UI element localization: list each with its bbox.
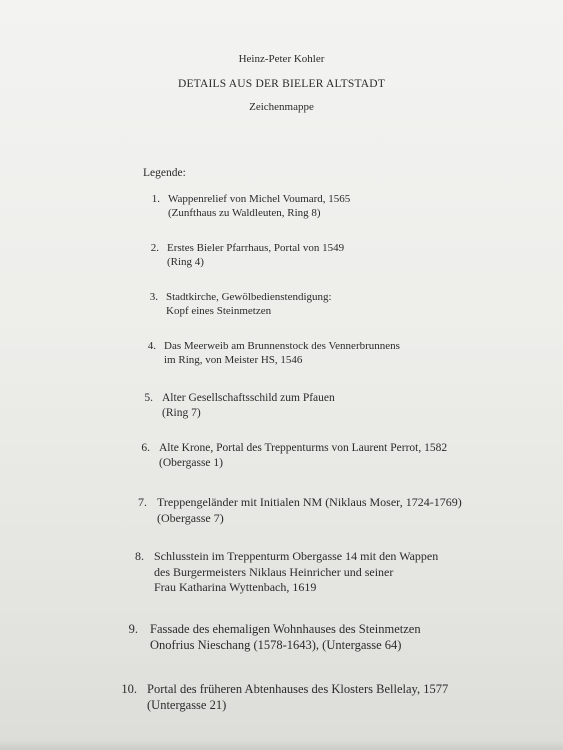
legend-item-line: Portal des früheren Abtenhauses des Klosters Bellelay, 1577 <box>147 682 449 696</box>
legend-item-number: 8. <box>135 549 144 563</box>
legend-item-line: Schlusstein im Treppenturm Obergasse 14 mit den Wappen <box>154 549 439 563</box>
legend-item-line: (Ring 7) <box>162 407 201 419</box>
legend-item-6 <box>141 441 448 471</box>
legend-item-number: 9. <box>128 622 138 636</box>
legend-heading: Legende: <box>143 167 186 179</box>
document-subtitle: Zeichenmappe <box>249 101 314 113</box>
legend-item-line: (Untergasse 21) <box>147 698 227 712</box>
legend-item-number: 10. <box>121 682 137 696</box>
document-title: DETAILS AUS DER BIELER ALTSTADT <box>177 78 386 90</box>
legend-item-line: Kopf eines Steinmetzen <box>166 305 272 317</box>
legend-item-line: (Zunfthaus zu Waldleuten, Ring 8) <box>168 207 321 219</box>
legend-item-line: im Ring, von Meister HS, 1546 <box>164 354 303 366</box>
legend-item-line: Treppengeländer mit Initialen NM (Niklaus Moser, 1724-1769) <box>157 495 462 509</box>
legend-item-line: Erstes Bieler Pfarrhaus, Portal von 1549 <box>167 242 345 254</box>
legend-item-number: 4. <box>147 340 156 352</box>
legend-item-line: Das Meerweib am Brunnenstock des Vennerbrunnens <box>164 340 400 352</box>
legend-item-line: (Obergasse 1) <box>159 457 223 469</box>
legend-item-2 <box>150 241 345 269</box>
legend-item-line: Stadtkirche, Gewölbedienstendigung: <box>166 291 332 303</box>
legend-item-line: Fassade des ehemaligen Wohnhauses des Steinmetzen <box>150 622 421 636</box>
legend-item-line: des Burgermeisters Niklaus Heinricher und seiner <box>154 564 394 579</box>
legend-item-line: Alter Gesellschaftsschild zum Pfauen <box>162 392 335 404</box>
legend-item-line: (Ring 4) <box>167 256 204 268</box>
legend-item-1 <box>151 192 351 220</box>
author-name: Heinz-Peter Kohler <box>238 53 325 65</box>
legend-item-number: 2. <box>150 242 159 254</box>
legend-item-5 <box>144 391 335 421</box>
legend-item-line: Alte Krone, Portal des Treppenturms von Laurent Perrot, 1582 <box>159 442 448 454</box>
legend-item-number: 1. <box>151 193 160 205</box>
legend-item-number: 5. <box>144 392 153 404</box>
legend-item-4 <box>147 339 400 367</box>
legend-item-number: 6. <box>141 442 150 454</box>
legend-item-7 <box>138 494 462 526</box>
legend-item-9 <box>128 621 421 653</box>
legend-item-10 <box>121 681 449 713</box>
legend-item-line: Onofrius Nieschang (1578-1643), (Untergasse 64) <box>150 638 402 652</box>
legend-item-3 <box>149 290 332 318</box>
legend-item-line: (Obergasse 7) <box>157 511 224 525</box>
legend-item-number: 7. <box>138 495 147 509</box>
legend-item-line: Wappenrelief von Michel Voumard, 1565 <box>168 193 351 205</box>
legend-item-number: 3. <box>149 291 158 303</box>
legend-item-8 <box>135 549 439 596</box>
paper-shadow <box>0 740 563 750</box>
legend-item-line: Frau Katharina Wyttenbach, 1619 <box>154 580 317 594</box>
